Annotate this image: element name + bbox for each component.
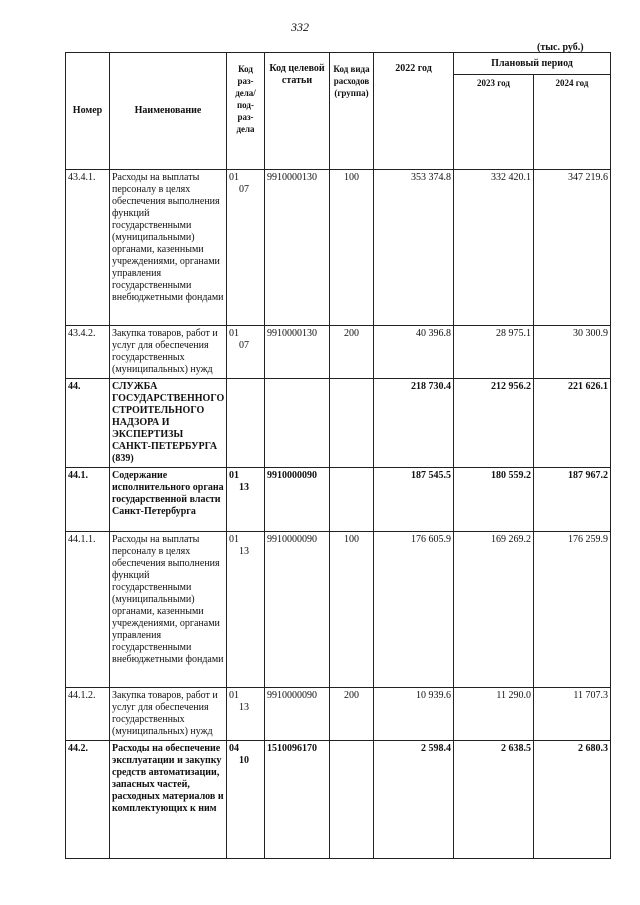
row-value-2022: 176 605.9 xyxy=(374,532,454,688)
header-year-2023: 2023 год xyxy=(454,75,534,170)
row-target: 9910000090 xyxy=(265,688,330,741)
row-section-code: 01 xyxy=(229,534,239,545)
units-label: (тыс. руб.) xyxy=(537,42,584,53)
header-target: Код целевой статьи xyxy=(265,53,330,170)
table-row xyxy=(66,170,611,326)
row-expense-type xyxy=(330,379,374,468)
row-number: 43.4.2. xyxy=(66,326,110,379)
row-name: Закупка товаров, работ и услуг для обеспечения государственных (муниципальных) нужд xyxy=(110,688,227,741)
row-section xyxy=(227,326,265,379)
page-number: 332 xyxy=(291,20,309,34)
row-number: 44.1. xyxy=(66,468,110,532)
header-section: Код раз-дела/ под-раз-дела xyxy=(227,53,265,170)
row-subsection-code: 07 xyxy=(239,340,249,351)
row-subsection-code: 10 xyxy=(239,755,249,766)
row-expense-type: 100 xyxy=(330,532,374,688)
row-section-code: 04 xyxy=(229,743,239,754)
row-value-2023: 332 420.1 xyxy=(454,170,534,326)
row-value-2022: 187 545.5 xyxy=(374,468,454,532)
row-value-2023: 2 638.5 xyxy=(454,741,534,859)
row-value-2023: 212 956.2 xyxy=(454,379,534,468)
header-year-2022: 2022 год xyxy=(374,53,454,170)
table-row xyxy=(66,532,611,688)
row-number: 44.1.1. xyxy=(66,532,110,688)
row-section xyxy=(227,532,265,688)
row-number: 44.2. xyxy=(66,741,110,859)
budget-table xyxy=(65,52,611,859)
row-target: 9910000090 xyxy=(265,532,330,688)
header-name: Наименование xyxy=(110,53,227,170)
row-value-2023: 11 290.0 xyxy=(454,688,534,741)
row-section-code: 01 xyxy=(229,470,239,481)
table-row xyxy=(66,379,611,468)
header-planning-period: Плановый период xyxy=(454,53,611,75)
row-value-2023: 169 269.2 xyxy=(454,532,534,688)
row-name: Закупка товаров, работ и услуг для обеспечения государственных (муниципальных) нужд xyxy=(110,326,227,379)
row-section xyxy=(227,688,265,741)
row-value-2022: 353 374.8 xyxy=(374,170,454,326)
row-value-2024: 187 967.2 xyxy=(534,468,611,532)
row-name: СЛУЖБА ГОСУДАРСТВЕННОГО СТРОИТЕЛЬНОГО НАДЗОРА И ЭКСПЕРТИЗЫ САНКТ-ПЕТЕРБУРГА (839) xyxy=(110,379,227,468)
row-section-code: 01 xyxy=(229,690,239,701)
row-value-2024: 221 626.1 xyxy=(534,379,611,468)
row-expense-type: 200 xyxy=(330,688,374,741)
row-value-2022: 2 598.4 xyxy=(374,741,454,859)
row-target: 9910000130 xyxy=(265,326,330,379)
table-row xyxy=(66,741,611,859)
row-section-code: 01 xyxy=(229,172,239,183)
row-value-2023: 28 975.1 xyxy=(454,326,534,379)
row-expense-type xyxy=(330,741,374,859)
row-name: Расходы на выплаты персоналу в целях обеспечения выполнения функций государственными (муниципальными) органами, казенными учреждениями, органами управления государственными внебюджетными фондами xyxy=(110,170,227,326)
row-section xyxy=(227,741,265,859)
row-target: 9910000090 xyxy=(265,468,330,532)
header-year-2024: 2024 год xyxy=(534,75,611,170)
row-subsection-code: 13 xyxy=(239,702,249,713)
table-row xyxy=(66,688,611,741)
row-section xyxy=(227,170,265,326)
header-number: Номер xyxy=(66,53,110,170)
row-value-2022: 10 939.6 xyxy=(374,688,454,741)
row-expense-type xyxy=(330,468,374,532)
table-row xyxy=(66,468,611,532)
row-subsection-code: 07 xyxy=(239,184,249,195)
row-section-code: 01 xyxy=(229,328,239,339)
row-value-2022: 40 396.8 xyxy=(374,326,454,379)
row-target: 1510096170 xyxy=(265,741,330,859)
row-number: 43.4.1. xyxy=(66,170,110,326)
row-value-2024: 347 219.6 xyxy=(534,170,611,326)
table-row xyxy=(66,326,611,379)
row-name: Расходы на обеспечение эксплуатации и закупку средств автоматизации, запасных частей, расходных материалов и комплектующих к ним xyxy=(110,741,227,859)
row-section xyxy=(227,379,265,468)
row-subsection-code: 13 xyxy=(239,546,249,557)
row-number: 44. xyxy=(66,379,110,468)
row-section xyxy=(227,468,265,532)
row-target: 9910000130 xyxy=(265,170,330,326)
row-value-2024: 11 707.3 xyxy=(534,688,611,741)
row-expense-type: 200 xyxy=(330,326,374,379)
row-value-2024: 2 680.3 xyxy=(534,741,611,859)
row-target xyxy=(265,379,330,468)
row-value-2024: 30 300.9 xyxy=(534,326,611,379)
row-value-2024: 176 259.9 xyxy=(534,532,611,688)
row-name: Расходы на выплаты персоналу в целях обеспечения выполнения функций государственными (муниципальными) органами, казенными учреждениями, органами управления государственными внебюджетными фондами xyxy=(110,532,227,688)
row-expense-type: 100 xyxy=(330,170,374,326)
row-subsection-code: 13 xyxy=(239,482,249,493)
row-name: Содержание исполнительного органа государственной власти Санкт-Петербурга xyxy=(110,468,227,532)
row-number: 44.1.2. xyxy=(66,688,110,741)
row-value-2022: 218 730.4 xyxy=(374,379,454,468)
row-value-2023: 180 559.2 xyxy=(454,468,534,532)
header-expense-type: Код вида расходов (группа) xyxy=(330,53,374,170)
